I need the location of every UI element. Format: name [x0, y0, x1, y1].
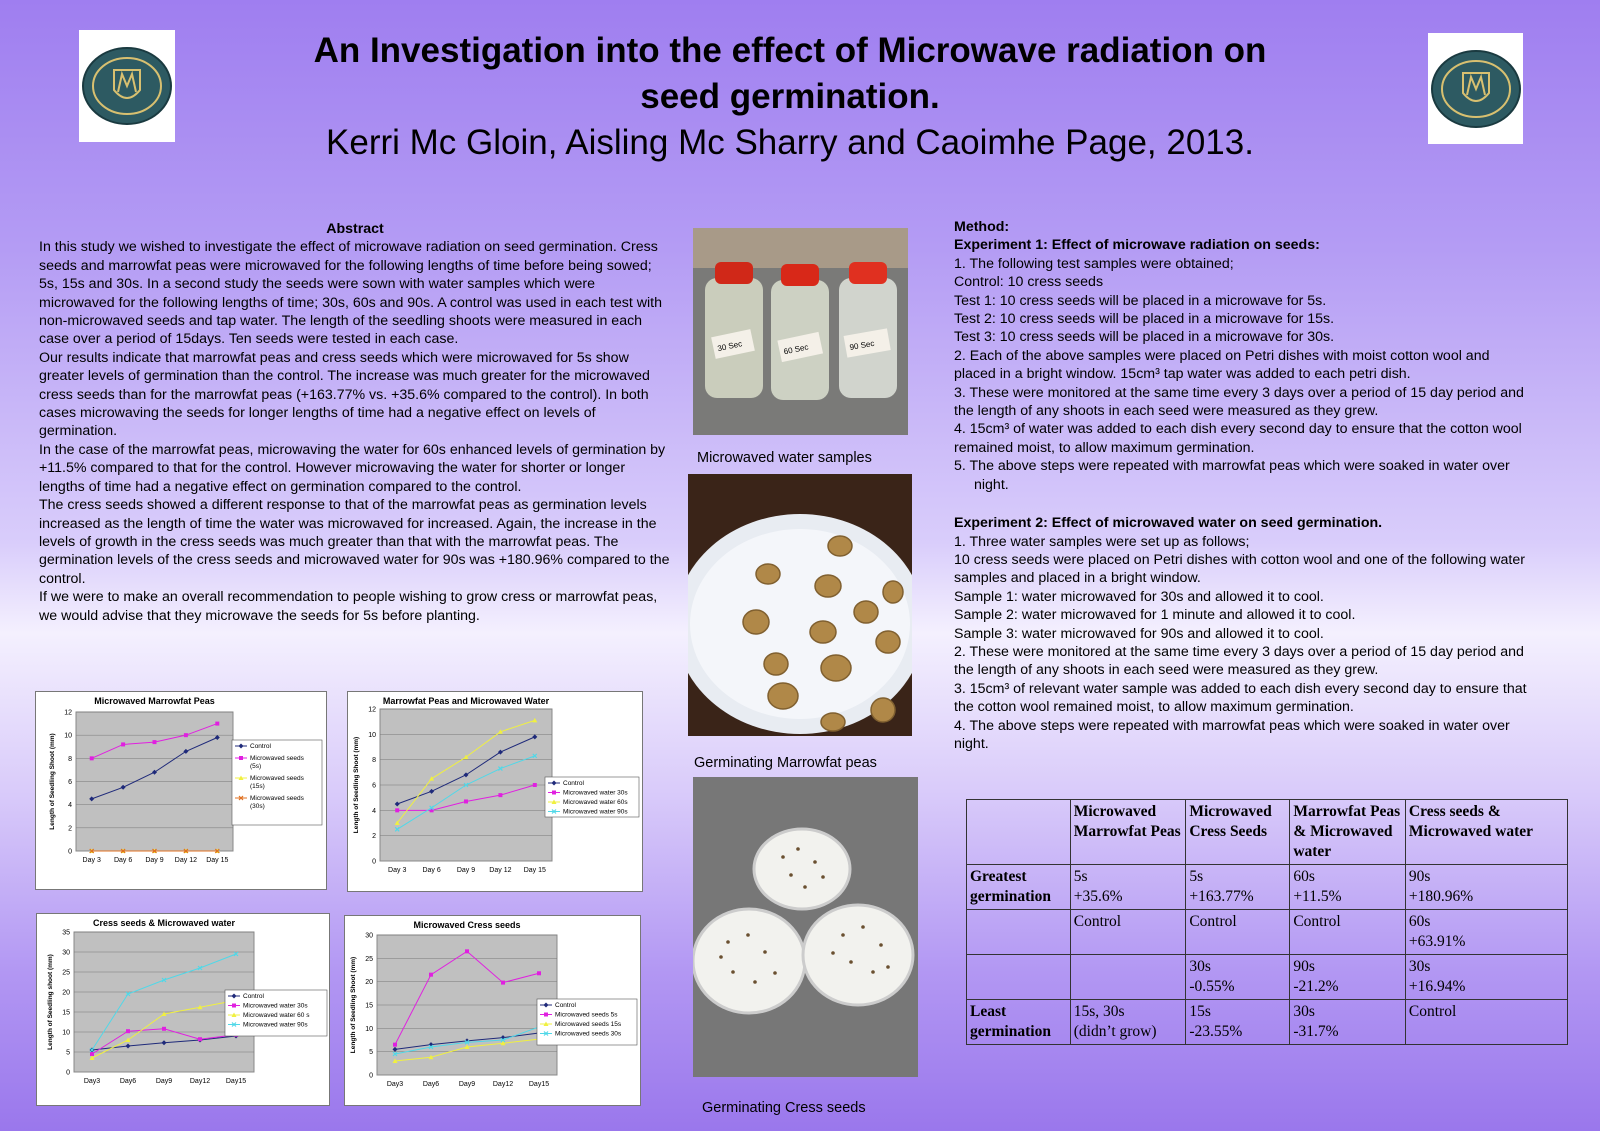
- y-tick-label: 8: [68, 755, 72, 763]
- x-tick-label: Day12: [189, 1078, 211, 1085]
- method-step: Test 2: 10 cress seeds will be placed in a microwave for 15s.: [954, 311, 1335, 328]
- method-step: 4. 15cm³ of water was added to each dish every second day to ensure that the cotton wool remained moist, to allow maximum germination.: [954, 421, 1522, 456]
- y-tick-label: 10: [368, 731, 376, 739]
- y-tick-label: 0: [68, 848, 72, 856]
- table-cell: 5s +163.77%: [1186, 865, 1290, 910]
- x-tick-label: Day 12: [489, 867, 512, 874]
- data-point: [90, 756, 94, 760]
- legend-label: Microwaved seeds 15s: [555, 1021, 622, 1028]
- data-point: [90, 1052, 94, 1056]
- method-step: Control: 10 cress seeds: [954, 274, 1104, 291]
- bottle: [839, 262, 897, 398]
- data-point: [121, 742, 125, 746]
- crest-icon: [1431, 49, 1521, 129]
- legend-label: Microwaved seeds (5s): [250, 755, 304, 770]
- x-tick-label: Day 3: [388, 867, 407, 874]
- bottle-label: 60 Sec: [782, 342, 810, 357]
- data-point: [215, 722, 219, 726]
- abstract-paragraph: In the case of the marrowfat peas, microwaving the water for 60s enhanced levels of germination by +11.5% compared to that for the control. However microwaving the water for shorter or longer lengths of time had a negative effect on germination compared to the control.: [39, 441, 666, 495]
- row-label-cell: [967, 910, 1071, 955]
- x-tick-label: Day 12: [174, 857, 197, 864]
- method-step: Test 3: 10 cress seeds will be placed in a microwave for 30s.: [954, 329, 1335, 346]
- table-cell: 60s +11.5%: [1290, 865, 1406, 910]
- legend-label: Microwaved water 90s: [563, 808, 628, 816]
- y-tick-label: 2: [68, 825, 72, 833]
- bottle: [771, 264, 829, 400]
- x-tick-label: Day 6: [113, 857, 133, 864]
- method-step: 2. These were monitored at the same time every 3 days over a period of 15 day period and the length of any shoots in each seed were measured as they grew.: [954, 643, 1524, 679]
- table-cell: Control: [1405, 1000, 1567, 1045]
- y-axis-label: Length of Seedling Shoot (mm): [353, 736, 360, 834]
- legend-label: Control: [555, 1002, 576, 1009]
- cress-seeds-photo: [693, 777, 918, 1077]
- school-crest-logo-left: [79, 30, 175, 142]
- table-cell: 90s +180.96%: [1405, 865, 1567, 910]
- chart-cress-seeds-microwaved-water: [36, 913, 330, 1106]
- x-tick-label: Day9: [155, 1078, 173, 1085]
- method-step: 3. 15cm³ of relevant water sample was added to each dish every second day to ensure that the cotton wool remained moist, to allow maximum germination.: [954, 680, 1527, 716]
- y-tick-label: 30: [62, 949, 70, 957]
- method-step: 4. The above steps were repeated with marrowfat peas which were soaked in water over night.: [954, 717, 1510, 752]
- method-step: 3. These were monitored at the same time every 3 days over a period of 15 day period and the length of any shoots in each seed were measured as they grew.: [954, 384, 1524, 420]
- y-tick-label: 12: [368, 706, 376, 714]
- table-cell: Control: [1290, 910, 1406, 955]
- method-step: 2. Each of the above samples were placed on Petri dishes with moist cotton wool and placed in a bright window. 15cm³ tap water was added to each petri dish.: [954, 347, 1490, 383]
- table-cell: 30s -31.7%: [1290, 1000, 1406, 1045]
- method-step: Sample 2: water microwaved for 1 minute and allowed it to cool.: [954, 607, 1356, 624]
- legend-label: Control: [250, 743, 271, 750]
- water-photo-caption: Microwaved water samples: [697, 450, 872, 466]
- y-tick-label: 10: [62, 1029, 70, 1037]
- bottle: [705, 262, 763, 398]
- table-cell: 30s -0.55%: [1186, 955, 1290, 1000]
- chart-microwaved-cress-seeds: [344, 915, 641, 1106]
- method-section: [954, 218, 1534, 753]
- legend-label: Microwaved water 30s: [563, 789, 628, 797]
- y-axis-label: Length of Seedling Shoot (mm): [49, 733, 56, 830]
- y-tick-label: 15: [62, 1009, 70, 1017]
- y-axis-label: Length of Seedling Shoot (mm): [350, 956, 357, 1054]
- poster-title: [240, 28, 1340, 166]
- y-tick-label: 20: [62, 989, 70, 997]
- data-point: [501, 981, 505, 985]
- row-label-cell: Greatest germination: [967, 865, 1071, 910]
- chart-marrowfat-peas-microwaved-water: [347, 691, 643, 892]
- y-tick-label: 4: [68, 802, 72, 810]
- table-header-cell: [967, 800, 1071, 865]
- table-header-cell: Marrowfat Peas & Microwaved water: [1290, 800, 1406, 865]
- y-tick-label: 30: [365, 932, 373, 940]
- table-header-row: [967, 800, 1568, 865]
- table-header-cell: Cress seeds & Microwaved water: [1405, 800, 1567, 865]
- legend-label: Microwaved seeds 30s: [555, 1030, 622, 1038]
- school-crest-logo-right: [1428, 33, 1523, 144]
- table-row: [967, 865, 1568, 910]
- y-tick-label: 25: [365, 955, 373, 963]
- y-tick-label: 0: [369, 1072, 373, 1080]
- y-tick-label: 0: [66, 1069, 70, 1077]
- bottle-label: 30 Sec: [716, 339, 743, 354]
- x-tick-label: Day3: [386, 1081, 404, 1088]
- method-step: 1. Three water samples were set up as follows;: [954, 533, 1250, 550]
- abstract-paragraph: Our results indicate that marrowfat peas and cress seeds which were microwaved for 5s show greater levels of germination than the control. The increase was much greater for the microwaved cress seeds than for the marrowfat peas (+163.77% vs. +35.6% compared to the control). In both cases microwaving the seeds for longer lengths of time had a negative effect on levels of germination.: [39, 349, 650, 440]
- legend-label: Microwaved water 90s: [243, 1021, 308, 1029]
- x-tick-label: Day 9: [145, 857, 164, 864]
- y-tick-label: 6: [68, 779, 72, 786]
- method-step: 10 cress seeds were placed on Petri dishes with cotton wool and one of the following water samples and placed in a bright window.: [954, 551, 1525, 587]
- method-heading: Method:: [954, 219, 1010, 235]
- x-tick-label: Day 6: [422, 867, 441, 874]
- experiment-2-steps: [954, 533, 1534, 754]
- table-cell: Control: [1070, 910, 1186, 955]
- y-tick-label: 12: [64, 709, 72, 717]
- data-point: [393, 1043, 397, 1047]
- legend-label: Microwaved seeds (30s): [250, 795, 304, 810]
- y-tick-label: 4: [372, 807, 376, 815]
- results-table-container: [966, 799, 1570, 1045]
- y-tick-label: 8: [372, 757, 376, 765]
- y-tick-label: 25: [62, 969, 70, 977]
- data-point: [184, 733, 188, 737]
- x-tick-label: Day9: [458, 1081, 476, 1088]
- legend-label: Control: [243, 993, 264, 1000]
- data-point: [465, 949, 469, 953]
- microwaved-water-photo: [693, 228, 908, 435]
- table-cell: 15s, 30s (didn’t grow): [1070, 1000, 1186, 1045]
- cress-photo-caption: Germinating Cress seeds: [702, 1100, 866, 1116]
- x-tick-label: Day 15: [523, 867, 546, 874]
- results-table: [966, 799, 1568, 1045]
- x-tick-label: Day 3: [82, 857, 101, 864]
- table-row: [967, 910, 1568, 955]
- y-tick-label: 6: [372, 782, 376, 790]
- method-step: Sample 3: water microwaved for 90s and allowed it to cool.: [954, 625, 1324, 642]
- table-header-cell: Microwaved Cress Seeds: [1186, 800, 1290, 865]
- legend-box: [232, 740, 322, 825]
- table-cell: 90s -21.2%: [1290, 955, 1406, 1000]
- experiment-1-steps: [954, 255, 1534, 457]
- chart-title: Marrowfat Peas and Microwaved Water: [382, 696, 550, 706]
- table-cell: 5s +35.6%: [1070, 865, 1186, 910]
- abstract-section: [39, 220, 671, 625]
- table-header-cell: Microwaved Marrowfat Peas: [1070, 800, 1186, 865]
- data-point: [162, 1027, 166, 1031]
- x-tick-label: Day15: [225, 1078, 247, 1085]
- chart-title: Microwaved Cress seeds: [413, 920, 521, 930]
- y-tick-label: 10: [64, 732, 72, 740]
- peas-photo-caption: Germinating Marrowfat peas: [694, 755, 877, 771]
- method-step: Test 1: 10 cress seeds will be placed in a microwave for 5s.: [954, 292, 1327, 309]
- data-point: [498, 793, 502, 797]
- method-step: 1. The following test samples were obtained;: [954, 255, 1234, 272]
- data-point: [533, 783, 537, 787]
- data-point: [126, 1029, 130, 1033]
- abstract-paragraph: In this study we wished to investigate the effect of microwave radiation on seed germination. Cress seeds and marrowfat peas were microwaved for the following lengths of time before being sowed; 5s, 15s and 30s. In a second study the seeds were sown with water samples which were microwaved for the following lengths of time; 30s, 60s and 90s. A control was used in each test with non-microwaved seeds and tap water. The length of the seedling shoots were measured in each case over a period of 15days. Ten seeds were tested in each case.: [39, 239, 663, 348]
- data-point: [232, 1004, 236, 1008]
- y-tick-label: 10: [365, 1025, 373, 1033]
- x-tick-label: Day3: [83, 1078, 101, 1085]
- abstract-paragraph: If we were to make an overall recommendation to people wishing to grow cress or marrowfat peas, we would advise that they microwave the seeds for 5s before planting.: [39, 589, 658, 624]
- data-point: [153, 740, 157, 744]
- x-tick-label: Day6: [119, 1078, 137, 1085]
- legend-label: Microwaved seeds (15s): [250, 775, 304, 790]
- row-label-cell: Least germination: [967, 1000, 1071, 1045]
- data-point: [429, 973, 433, 977]
- experiment-1-heading: Experiment 1: Effect of microwave radiation on seeds:: [954, 237, 1320, 254]
- data-point: [552, 791, 556, 795]
- marrowfat-peas-photo: [688, 474, 912, 736]
- x-tick-label: Day6: [422, 1081, 440, 1088]
- chart-title: Cress seeds & Microwaved water: [92, 918, 236, 928]
- x-tick-label: Day 9: [456, 867, 476, 874]
- table-row: [967, 955, 1568, 1000]
- x-tick-label: Day 15: [206, 857, 229, 864]
- y-tick-label: 5: [369, 1049, 373, 1057]
- table-cell: 60s +63.91%: [1405, 910, 1567, 955]
- legend-label: Microwaved seeds 5s: [555, 1011, 618, 1019]
- experiment-2-heading: Experiment 2: Effect of microwaved water on seed germination.: [954, 515, 1383, 532]
- data-point: [395, 808, 399, 812]
- legend-label: Control: [563, 780, 584, 787]
- row-label-cell: [967, 955, 1071, 1000]
- experiment-1-last-step: 5. The above steps were repeated with marrowfat peas which were soaked in water over night.: [954, 458, 1510, 493]
- y-axis-label: Length of Seedling shoot (mm): [47, 954, 54, 1050]
- chart-title: Microwaved Marrowfat Peas: [94, 696, 215, 706]
- method-step: Sample 1: water microwaved for 30s and allowed it to cool.: [954, 588, 1324, 605]
- chart-microwaved-marrowfat-peas: [35, 691, 327, 890]
- data-point: [239, 756, 243, 760]
- table-cell: 15s -23.55%: [1186, 1000, 1290, 1045]
- y-tick-label: 5: [66, 1049, 70, 1057]
- y-tick-label: 15: [365, 1002, 373, 1010]
- bottle-label: 90 Sec: [848, 338, 876, 353]
- legend-label: Microwaved water 30s: [243, 1002, 308, 1010]
- data-point: [544, 1013, 548, 1017]
- title-line-1: An Investigation into the effect of Microwave radiation on: [313, 31, 1267, 70]
- legend-label: Microwaved water 60s: [563, 799, 628, 806]
- y-tick-label: 35: [62, 929, 70, 937]
- y-tick-label: 0: [372, 858, 376, 866]
- data-point: [537, 971, 541, 975]
- table-row: [967, 1000, 1568, 1045]
- y-tick-label: 2: [372, 833, 376, 841]
- title-line-2: seed germination.: [640, 77, 940, 116]
- abstract-paragraph: The cress seeds showed a different response to that of the marrowfat peas as germination levels increased as the length of time the water was microwaved for increased. Again, the increase in the levels of growth in the cress seeds was much greater than that with the marrowfat peas. The germination levels of the cress seeds and microwaved water for 90s was +180.96% compared to the control.: [39, 497, 670, 587]
- table-cell: Control: [1186, 910, 1290, 955]
- data-point: [464, 799, 468, 803]
- authors-line: Kerri Mc Gloin, Aisling Mc Sharry and Caoimhe Page, 2013.: [326, 123, 1254, 162]
- x-tick-label: Day12: [492, 1081, 514, 1088]
- crest-icon: [82, 46, 172, 126]
- x-tick-label: Day15: [528, 1081, 550, 1088]
- data-point: [198, 1037, 202, 1041]
- table-cell: [1070, 955, 1186, 1000]
- abstract-heading: Abstract: [326, 221, 384, 237]
- legend-label: Microwaved water 60 s: [243, 1012, 310, 1019]
- y-tick-label: 20: [365, 979, 373, 987]
- table-cell: 30s +16.94%: [1405, 955, 1567, 1000]
